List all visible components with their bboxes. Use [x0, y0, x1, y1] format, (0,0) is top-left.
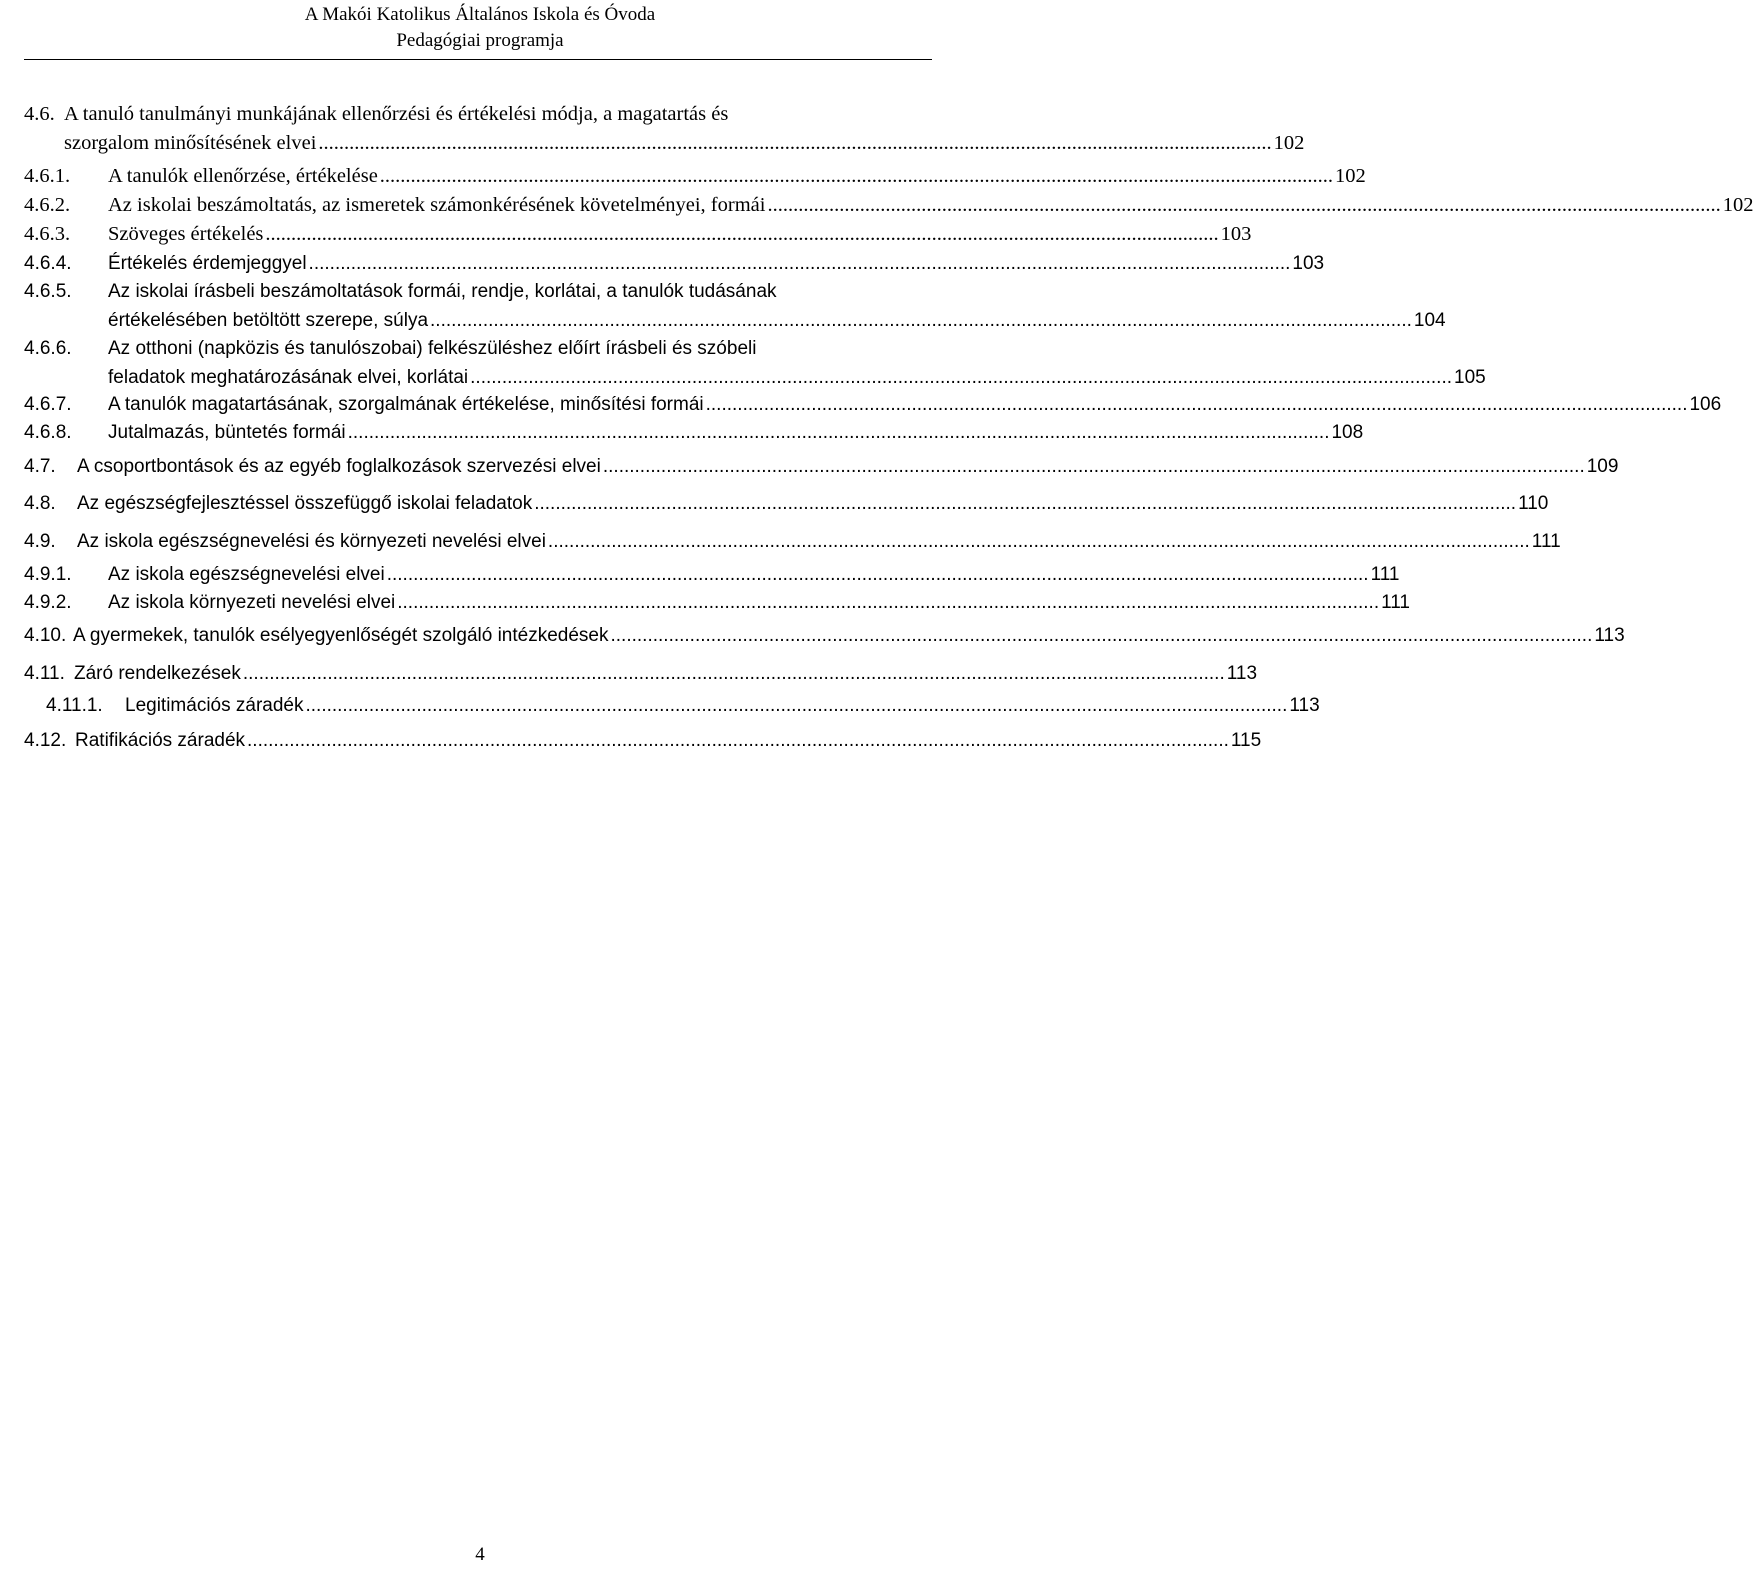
page-number: 4	[475, 1544, 485, 1565]
toc-leader-dots: ..........................................................................................................................................................................................	[347, 422, 1330, 443]
toc-leader-dots: ..........................................................................................................................................................................................	[386, 564, 1369, 585]
toc-leader-dots: ..........................................................................................................................................................................................	[318, 132, 1272, 154]
toc-leader-dots: ..........................................................................................................................................................................................	[430, 310, 1412, 331]
toc-leader-dots: ..........................................................................................................................................................................................	[308, 253, 1291, 274]
toc-entry-title-line: A tanuló tanulmányi munkájának ellenőrzési és értékelési módja, a magatartás és	[64, 103, 729, 125]
toc-entry-page: 111	[1370, 564, 1400, 585]
toc-leader-dots: ..........................................................................................................................................................................................	[602, 456, 1585, 477]
toc-entry-number: 4.8.	[24, 493, 56, 514]
toc-entry-page: 105	[1454, 367, 1486, 388]
toc-entry-page: 113	[1594, 625, 1625, 646]
toc-entry-title: A csoportbontások és az egyéb foglalkozások szervezési elvei	[77, 456, 601, 477]
toc-entry-number: 4.6.1.	[24, 165, 71, 187]
toc-entry-number: 4.9.2.	[24, 592, 72, 613]
toc-entry-number: 4.6.2.	[24, 194, 71, 216]
toc-entry-number: 4.10.	[24, 625, 67, 646]
toc-entry-page: 111	[1381, 592, 1410, 613]
toc-entry-title: Az iskola egészségnevelési elvei	[108, 564, 385, 585]
toc-entry-title: A gyermekek, tanulók esélyegyenlőségét szolgáló intézkedések	[73, 625, 609, 646]
toc-entry-title: Jutalmazás, büntetés formái	[108, 422, 346, 443]
toc-entry-title: A tanulók ellenőrzése, értékelése	[108, 165, 378, 187]
toc-entry-title-line: Az iskolai írásbeli beszámoltatások formái, rendje, korlátai, a tanulók tudásának	[108, 281, 777, 302]
header-school-name: A Makói Katolikus Általános Iskola és Óvoda	[304, 4, 656, 25]
toc-entry-title: Az iskolai beszámoltatás, az ismeretek számonkérésének követelményei, formái	[108, 194, 766, 216]
toc-entry-page: 109	[1586, 456, 1619, 477]
header-divider	[24, 59, 932, 60]
toc-entry-title: Legitimációs záradék	[125, 695, 304, 716]
toc-leader-dots: ..........................................................................................................................................................................................	[610, 625, 1593, 646]
toc-leader-dots: ..........................................................................................................................................................................................	[305, 695, 1288, 716]
toc-entry-title: értékelésében betöltött szerepe, súlya	[108, 310, 429, 331]
toc-entry-number: 4.11.	[24, 663, 65, 684]
toc-entry-number: 4.12.	[24, 730, 67, 751]
toc-entry-title: Szöveges értékelés	[108, 223, 264, 245]
toc-entry-number: 4.6.6.	[24, 338, 72, 359]
toc-entry-page: 113	[1289, 695, 1320, 716]
toc-entry-title: Az iskola egészségnevelési és környezeti nevelési elvei	[77, 531, 546, 552]
toc-leader-dots: ..........................................................................................................................................................................................	[470, 367, 1453, 388]
toc-entry-page: 103	[1292, 253, 1325, 274]
toc-entry-number: 4.6.8.	[24, 422, 72, 443]
toc-entry-page: 103	[1220, 223, 1252, 245]
toc-entry-title: Értékelés érdemjeggyel	[108, 253, 307, 274]
toc-entry-title-line: Az otthoni (napközis és tanulószobai) felkészüléshez előírt írásbeli és szóbeli	[108, 338, 757, 359]
toc-entry-number: 4.6.7.	[24, 394, 72, 415]
toc-entry-page: 102	[1722, 194, 1753, 216]
toc-entry-title: Ratifikációs záradék	[75, 730, 246, 751]
toc-entry-title: A tanulók magatartásának, szorgalmának értékelése, minősítési formái	[108, 394, 704, 415]
toc-entry-title: Az iskola környezeti nevelési elvei	[108, 592, 396, 613]
toc-entry-number: 4.9.	[24, 531, 56, 552]
toc-leader-dots: ..........................................................................................................................................................................................	[379, 165, 1334, 187]
toc-entry-number: 4.6.5.	[24, 281, 72, 302]
toc-entry-page: 110	[1518, 493, 1549, 514]
toc-entry-page: 102	[1273, 132, 1305, 154]
toc-entry-number: 4.7.	[24, 456, 56, 477]
toc-entry-page: 102	[1335, 165, 1366, 187]
toc-entry-page: 113	[1226, 663, 1258, 684]
toc-entry-number: 4.6.3.	[24, 223, 71, 245]
header-document-title: Pedagógiai programja	[396, 30, 564, 51]
toc-leader-dots: ..........................................................................................................................................................................................	[265, 223, 1219, 245]
toc-entry-page: 111	[1531, 531, 1561, 552]
toc-leader-dots: ..........................................................................................................................................................................................	[247, 730, 1229, 751]
toc-entry-number: 4.11.1.	[46, 695, 103, 716]
toc-entry-page: 106	[1689, 394, 1722, 415]
toc-leader-dots: ..........................................................................................................................................................................................	[547, 531, 1530, 552]
toc-entry-page: 104	[1413, 310, 1446, 331]
toc-entry-title: Az egészségfejlesztéssel összefüggő iskolai feladatok	[77, 493, 533, 514]
toc-leader-dots: ..........................................................................................................................................................................................	[242, 663, 1225, 684]
toc-entry-title: szorgalom minősítésének elvei	[64, 132, 317, 154]
page-header	[0, 0, 960, 54]
toc-entry-title: Záró rendelkezések	[74, 663, 241, 684]
toc-leader-dots: ..........................................................................................................................................................................................	[397, 592, 1380, 613]
toc-entry-number: 4.9.1.	[24, 564, 72, 585]
toc-entry-number: 4.6.4.	[24, 253, 72, 274]
toc-entry-page: 108	[1331, 422, 1364, 443]
toc-leader-dots: ..........................................................................................................................................................................................	[705, 394, 1688, 415]
toc-entry-page: 115	[1230, 730, 1262, 751]
toc-leader-dots: ..........................................................................................................................................................................................	[534, 493, 1517, 514]
toc-leader-dots: ..........................................................................................................................................................................................	[767, 194, 1721, 216]
toc-entry-number: 4.6.	[24, 103, 55, 125]
toc-entry-title: feladatok meghatározásának elvei, korlátai	[108, 367, 469, 388]
